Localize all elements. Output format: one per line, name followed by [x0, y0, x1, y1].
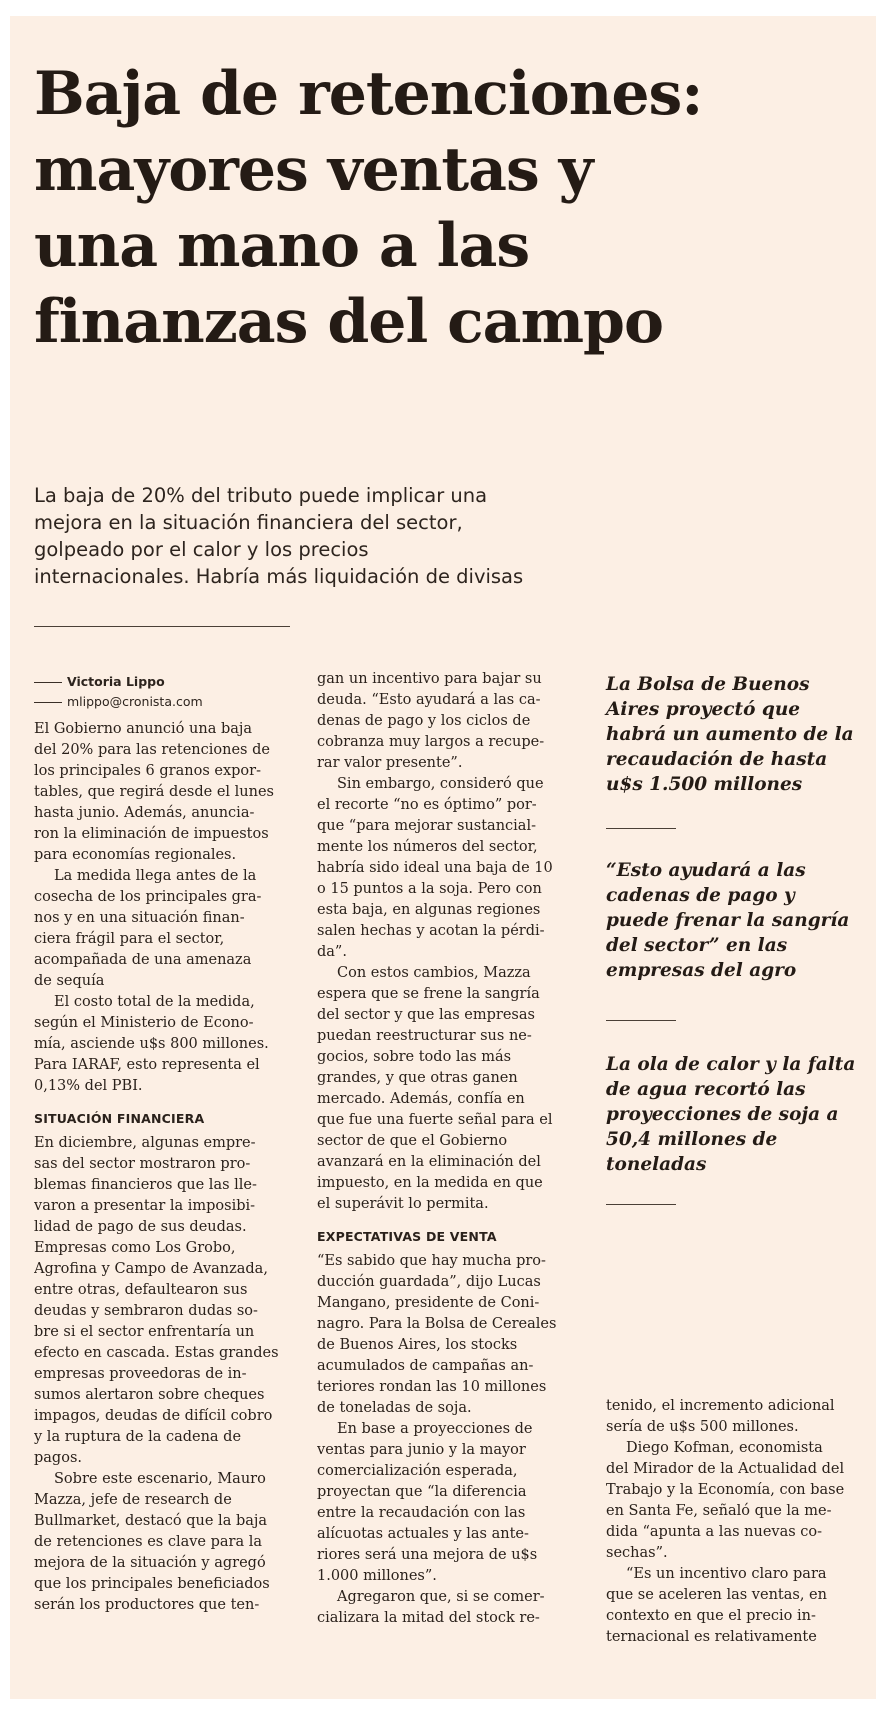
author-email-line	[34, 692, 294, 712]
text-line: ducción guardada”, dijo Lucas	[317, 1274, 541, 1290]
pullquote-line: 50,4 millones de	[606, 1129, 778, 1150]
pullquote-line: La ola de calor y la falta	[606, 1054, 856, 1075]
text-line: entre otras, defaultearon sus	[34, 1282, 248, 1298]
pullquote-divider	[606, 828, 676, 829]
text-line: ventas para junio y la mayor	[317, 1442, 526, 1458]
text-line: sumos alertaron sobre cheques	[34, 1387, 265, 1403]
pullquote-3	[606, 1052, 866, 1177]
pullquote-line: Aires proyectó que	[606, 699, 801, 720]
text-line: mercado. Además, confía en	[317, 1091, 525, 1107]
text-line: proyectan que “la diferencia	[317, 1484, 527, 1500]
text-line: Bullmarket, destacó que la baja	[34, 1513, 268, 1529]
text-line: blemas financieros que las lle-	[34, 1177, 257, 1193]
text-line: dida “apunta a las nuevas co-	[606, 1524, 823, 1540]
text-line: gocios, sobre todo las más	[317, 1049, 512, 1065]
text-line: del Mirador de la Actualidad del	[606, 1461, 845, 1477]
paragraph	[34, 719, 292, 866]
text-line: nos y en una situación finan-	[34, 910, 245, 926]
text-line: puedan reestructurar sus ne-	[317, 1028, 532, 1044]
subheadline	[34, 482, 554, 590]
text-line: teriores rondan las 10 millones	[317, 1379, 547, 1395]
text-line: “Es un incentivo claro para	[626, 1566, 827, 1582]
text-line: ron la eliminación de impuestos	[34, 826, 269, 842]
text-line: del 20% para las retenciones de	[34, 742, 270, 758]
text-line: salen hechas y acotan la pérdi-	[317, 923, 545, 939]
text-line: Empresas como Los Grobo,	[34, 1240, 236, 1256]
text-line: que “para mejorar sustancial-	[317, 818, 536, 834]
pullquote-line: cadenas de pago y	[606, 885, 795, 906]
text-line: y la ruptura de la cadena de	[34, 1429, 242, 1445]
text-line: da”.	[317, 944, 347, 960]
text-line: mía, asciende u$s 800 millones.	[34, 1036, 269, 1052]
subhead-line: mejora en la situación financiera del sector,	[34, 511, 463, 534]
paragraph	[317, 1587, 575, 1629]
text-line: comercialización esperada,	[317, 1463, 518, 1479]
text-line: En base a proyecciones de	[337, 1421, 533, 1437]
text-line: sería de u$s 500 millones.	[606, 1419, 799, 1435]
text-line: deudas y sembraron dudas so-	[34, 1303, 258, 1319]
text-line: Con estos cambios, Mazza	[337, 965, 531, 981]
text-line: “Es sabido que hay mucha pro-	[317, 1253, 546, 1269]
pullquote-2	[606, 858, 866, 983]
text-line: varon a presentar la imposibi-	[34, 1198, 256, 1214]
paragraph	[317, 963, 575, 1215]
text-line: hasta junio. Además, anuncia-	[34, 805, 255, 821]
paragraph	[606, 1396, 864, 1438]
newspaper-page	[10, 16, 876, 1699]
text-line: Para IARAF, esto representa el	[34, 1057, 260, 1073]
subhead-line: golpeado por el calor y los precios	[34, 538, 369, 561]
text-line: efecto en cascada. Estas grandes	[34, 1345, 279, 1361]
text-line: pagos.	[34, 1450, 82, 1466]
text-line: tenido, el incremento adicional	[606, 1398, 835, 1414]
text-line: cosecha de los principales gra-	[34, 889, 262, 905]
text-line: avanzará en la eliminación del	[317, 1154, 541, 1170]
pullquote-line: u$s 1.500 millones	[606, 774, 803, 795]
pullquote-line: La Bolsa de Buenos	[606, 674, 810, 695]
text-line: según el Ministerio de Econo-	[34, 1015, 254, 1031]
text-line: acumulados de campañas an-	[317, 1358, 534, 1374]
text-line: Sobre este escenario, Mauro	[54, 1471, 266, 1487]
author-byline	[34, 672, 294, 692]
text-line: serán los productores que ten-	[34, 1597, 260, 1613]
author-name: Victoria Lippo	[67, 674, 165, 689]
headline-line: mayores ventas y	[34, 135, 593, 205]
text-line: espera que se frene la sangría	[317, 986, 540, 1002]
text-line: que se aceleren las ventas, en	[606, 1587, 827, 1603]
text-line: que fue una fuerte señal para el	[317, 1112, 553, 1128]
text-line: Agregaron que, si se comer-	[337, 1589, 545, 1605]
paragraph	[34, 866, 292, 992]
text-line: gan un incentivo para bajar su	[317, 671, 542, 687]
text-line: sas del sector mostraron pro-	[34, 1156, 251, 1172]
section-heading: SITUACIÓN FINANCIERA	[34, 1111, 205, 1126]
text-line: sector de que el Gobierno	[317, 1133, 508, 1149]
text-line: Mazza, jefe de research de	[34, 1492, 232, 1508]
pullquote-divider	[606, 1020, 676, 1021]
headline-line: Baja de retenciones:	[34, 59, 703, 129]
headline-line: una mano a las	[34, 211, 530, 281]
text-line: tables, que regirá desde el lunes	[34, 784, 275, 800]
paragraph	[606, 1564, 864, 1648]
pullquote-line: “Esto ayudará a las	[606, 860, 806, 881]
text-line: El costo total de la medida,	[54, 994, 255, 1010]
text-line: de retenciones es clave para la	[34, 1534, 262, 1550]
subhead-divider	[34, 626, 290, 627]
paragraph	[317, 774, 575, 963]
pullquote-divider	[606, 1204, 676, 1205]
paragraph	[34, 1133, 292, 1469]
pullquote-line: de agua recortó las	[606, 1079, 806, 1100]
text-line: Diego Kofman, economista	[626, 1440, 823, 1456]
byline-dash	[34, 682, 62, 683]
text-line: impagos, deudas de difícil cobro	[34, 1408, 273, 1424]
text-line: riores será una mejora de u$s	[317, 1547, 538, 1563]
text-line: que los principales beneficiados	[34, 1576, 270, 1592]
text-line: impuesto, en la medida en que	[317, 1175, 543, 1191]
text-line: Trabajo y la Economía, con base	[606, 1482, 845, 1498]
text-line: para economías regionales.	[34, 847, 237, 863]
pullquote-line: puede frenar la sangría	[606, 910, 850, 931]
text-line: La medida llega antes de la	[54, 868, 257, 884]
text-line: alícuotas actuales y las ante-	[317, 1526, 529, 1542]
text-line: Agrofina y Campo de Avanzada,	[34, 1261, 268, 1277]
text-line: ciera frágil para el sector,	[34, 931, 225, 947]
text-line: Mangano, presidente de Coni-	[317, 1295, 540, 1311]
pullquote-line: del sector” en las	[606, 935, 788, 956]
pullquote-line: toneladas	[606, 1154, 707, 1175]
text-line: sechas”.	[606, 1545, 668, 1561]
text-line: los principales 6 granos expor-	[34, 763, 261, 779]
text-line: contexto en que el precio in-	[606, 1608, 816, 1624]
text-line: denas de pago y los ciclos de	[317, 713, 531, 729]
text-line: bre si el sector enfrentaría un	[34, 1324, 255, 1340]
text-line: 1.000 millones”.	[317, 1568, 437, 1584]
text-line: esta baja, en algunas regiones	[317, 902, 541, 918]
subhead-line: internacionales. Habría más liquidación de divisas	[34, 565, 524, 588]
text-line: acompañada de una amenaza	[34, 952, 252, 968]
text-line: nagro. Para la Bolsa de Cereales	[317, 1316, 557, 1332]
pullquote-line: empresas del agro	[606, 960, 797, 981]
pullquote-line: recaudación de hasta	[606, 749, 828, 770]
paragraph	[317, 1419, 575, 1587]
text-line: deuda. “Esto ayudará a las ca-	[317, 692, 541, 708]
article-column-2	[317, 669, 575, 1649]
headline-line: finanzas del campo	[34, 287, 664, 357]
text-line: grandes, y que otras ganen	[317, 1070, 518, 1086]
paragraph	[34, 992, 292, 1097]
section-heading: EXPECTATIVAS DE VENTA	[317, 1229, 497, 1244]
byline-dash	[34, 702, 62, 703]
text-line: mejora de la situación y agregó	[34, 1555, 266, 1571]
subhead-line: La baja de 20% del tributo puede implicar una	[34, 484, 488, 507]
text-line: cializara la mitad del stock re-	[317, 1610, 540, 1626]
pullquote-line: proyecciones de soja a	[606, 1104, 839, 1125]
text-line: de toneladas de soja.	[317, 1400, 472, 1416]
article-column-3	[606, 1396, 864, 1656]
author-email[interactable]: mlippo@cronista.com	[67, 694, 203, 709]
text-line: de sequía	[34, 973, 105, 989]
text-line: o 15 puntos a la soja. Pero con	[317, 881, 542, 897]
text-line: del sector y que las empresas	[317, 1007, 535, 1023]
text-line: rar valor presente”.	[317, 755, 463, 771]
text-line: 0,13% del PBI.	[34, 1078, 143, 1094]
article-column-1	[34, 719, 292, 1649]
pullquote-1	[606, 672, 866, 797]
text-line: en Santa Fe, señaló que la me-	[606, 1503, 832, 1519]
text-line: de Buenos Aires, los stocks	[317, 1337, 518, 1353]
text-line: lidad de pago de sus deudas.	[34, 1219, 247, 1235]
text-line: empresas proveedoras de in-	[34, 1366, 247, 1382]
text-line: ternacional es relativamente	[606, 1629, 817, 1645]
paragraph	[317, 669, 575, 774]
text-line: mente los números del sector,	[317, 839, 538, 855]
paragraph	[34, 1469, 292, 1616]
paragraph	[606, 1438, 864, 1564]
text-line: el recorte “no es óptimo” por-	[317, 797, 537, 813]
text-line: Sin embargo, consideró que	[337, 776, 544, 792]
text-line: habría sido ideal una baja de 10	[317, 860, 553, 876]
headline	[34, 56, 854, 360]
pullquote-line: habrá un aumento de la	[606, 724, 854, 745]
text-line: El Gobierno anunció una baja	[34, 721, 253, 737]
text-line: el superávit lo permita.	[317, 1196, 489, 1212]
text-line: entre la recaudación con las	[317, 1505, 526, 1521]
text-line: En diciembre, algunas empre-	[34, 1135, 256, 1151]
paragraph	[317, 1251, 575, 1419]
text-line: cobranza muy largos a recupe-	[317, 734, 545, 750]
